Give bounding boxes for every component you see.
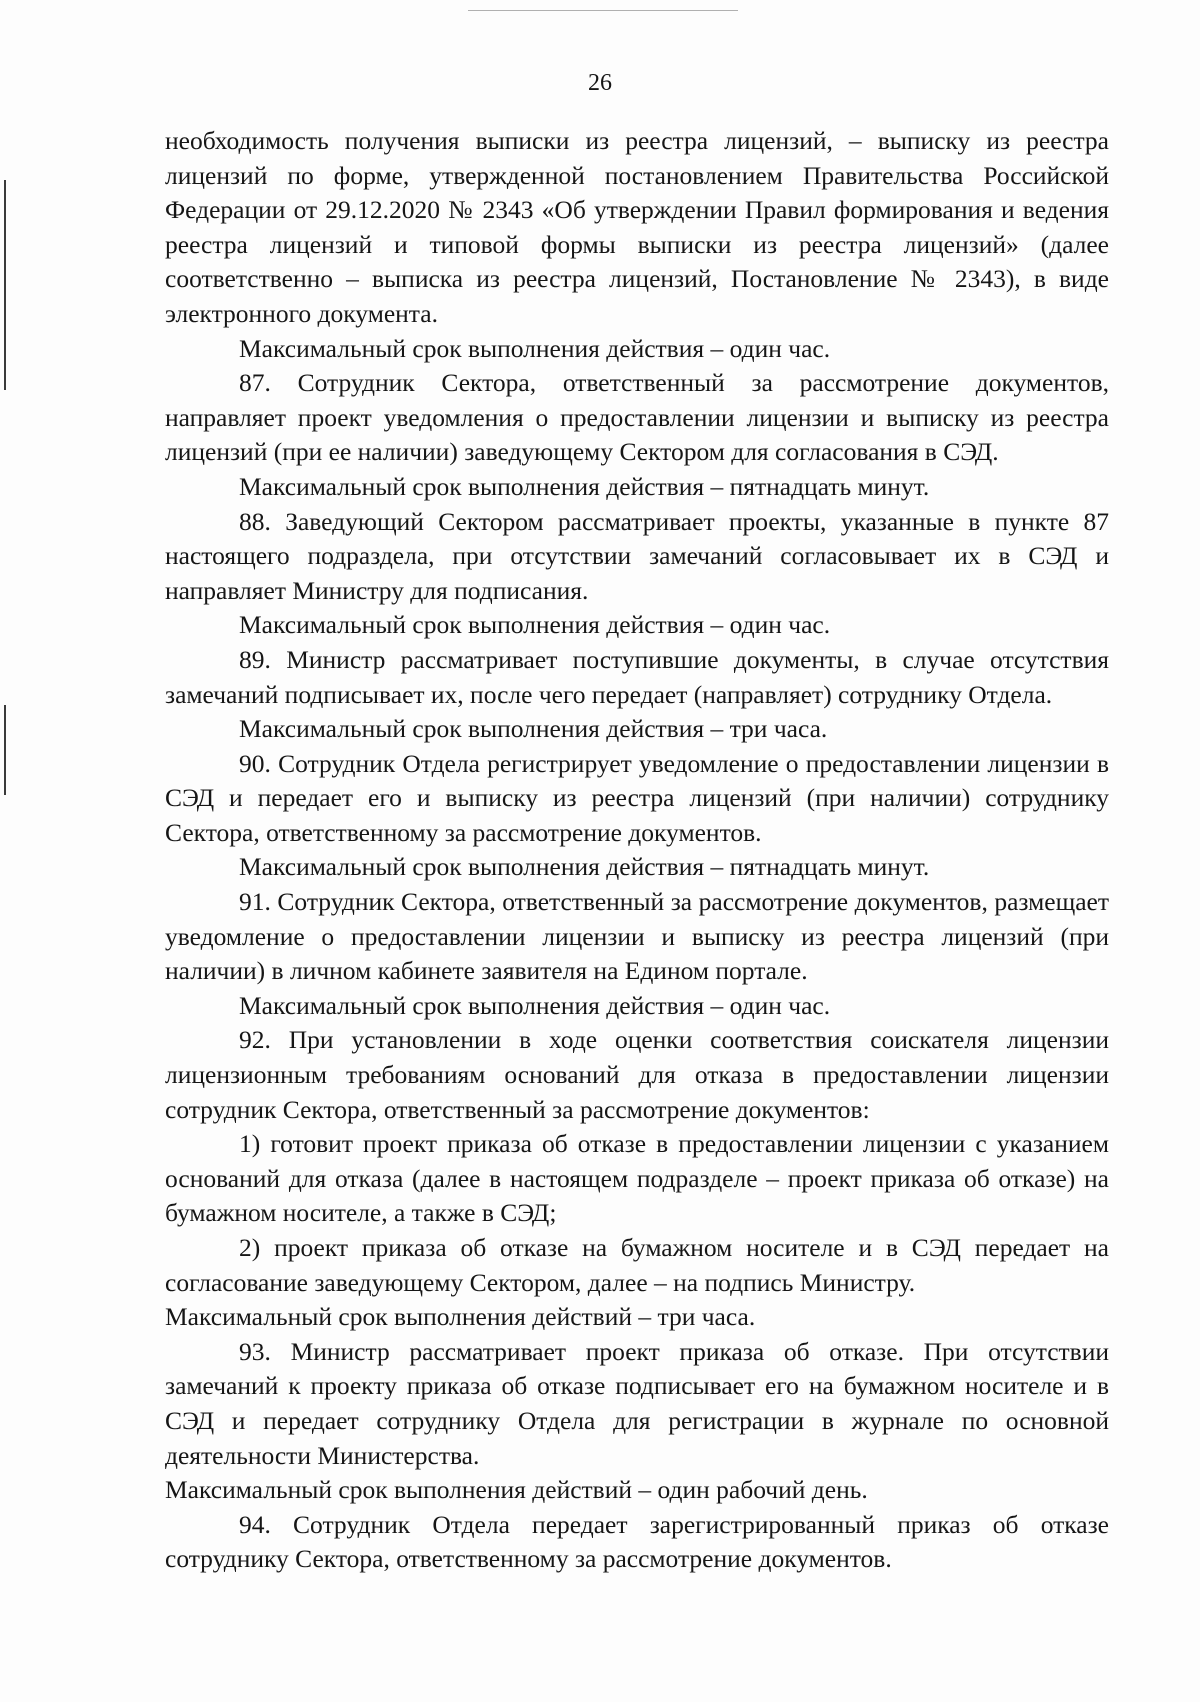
paragraph: Максимальный срок выполнения действий – три часа. <box>165 1302 756 1332</box>
page-number: 26 <box>588 70 612 96</box>
document-body <box>165 124 1109 1577</box>
paragraph: 1) готовит проект приказа об отказе в предоставлении лицензии с указанием оснований для отказа (далее в настоящем подразделе – проект приказа об отказе) на бумажном носителе, а также в СЭД; <box>165 1129 1109 1228</box>
paragraph: необходимость получения выписки из реестра лицензий, – выписку из реестра лицензий по форме, утвержденной постановлением Правительства Российской Федерации от 29.12.2020 № 2343 «Об утверждении Правил формирования и ведения реестра лицензий и типовой формы выписки из реестра лицензий» (далее соответственно – выписка из реестра лицензий, Постановление № 2343), в виде электронного документа. <box>165 126 1109 328</box>
paragraph: Максимальный срок выполнения действия – пятнадцать минут. <box>239 471 930 501</box>
paragraph: 92. При установлении в ходе оценки соответствия соискателя лицензии лицензионным требованиям оснований для отказа в предоставлении лицензии сотрудник Сектора, ответственный за рассмотрение документов: <box>165 1025 1109 1124</box>
paragraph: 91. Сотрудник Сектора, ответственный за рассмотрение документов, размещает уведомление о предоставлении лицензии и выписку из реестра лицензий (при наличии) в личном кабинете заявителя на Едином портале. <box>165 887 1109 986</box>
scan-top-line <box>468 10 738 11</box>
paragraph: 88. Заведующий Сектором рассматривает проекты, указанные в пункте 87 настоящего подраздела, при отсутствии замечаний согласовывает их в СЭД и направляет Министру для подписания. <box>165 506 1109 605</box>
paragraph: 90. Сотрудник Отдела регистрирует уведомление о предоставлении лицензии в СЭД и передает его и выписку из реестра лицензий (при наличии) сотруднику Сектора, ответственному за рассмотрение документов. <box>165 748 1109 847</box>
paragraph: 93. Министр рассматривает проект приказа об отказе. При отсутствии замечаний к проекту приказа об отказе подписывает его на бумажном носителе и в СЭД и передает сотруднику Отдела для регистрации в журнале по основной деятельности Министерства. <box>165 1336 1109 1470</box>
paragraph: Максимальный срок выполнения действий – один рабочий день. <box>165 1475 868 1505</box>
paragraph: 94. Сотрудник Отдела передает зарегистрированный приказ об отказе сотруднику Сектора, ответственному за рассмотрение документов. <box>165 1509 1109 1574</box>
scan-edge-mark <box>4 705 6 795</box>
paragraph: 2) проект приказа об отказе на бумажном носителе и в СЭД передает на согласование заведующему Сектором, далее – на подпись Министру. <box>165 1233 1109 1297</box>
paragraph: Максимальный срок выполнения действия – три часа. <box>239 714 828 744</box>
scan-edge-mark <box>4 180 6 390</box>
paragraph: Максимальный срок выполнения действия – один час. <box>239 610 831 640</box>
paragraph: Максимальный срок выполнения действия – один час. <box>239 990 831 1020</box>
paragraph: Максимальный срок выполнения действия – пятнадцать минут. <box>239 852 930 882</box>
paragraph: 87. Сотрудник Сектора, ответственный за рассмотрение документов, направляет проект уведомления о предоставлении лицензии и выписку из реестра лицензий (при ее наличии) заведующему Сектором для согласования в СЭД. <box>165 368 1109 467</box>
paragraph: 89. Министр рассматривает поступившие документы, в случае отсутствия замечаний подписывает их, после чего передает (направляет) сотруднику Отдела. <box>165 644 1109 709</box>
paragraph: Максимальный срок выполнения действия – один час. <box>239 333 831 363</box>
